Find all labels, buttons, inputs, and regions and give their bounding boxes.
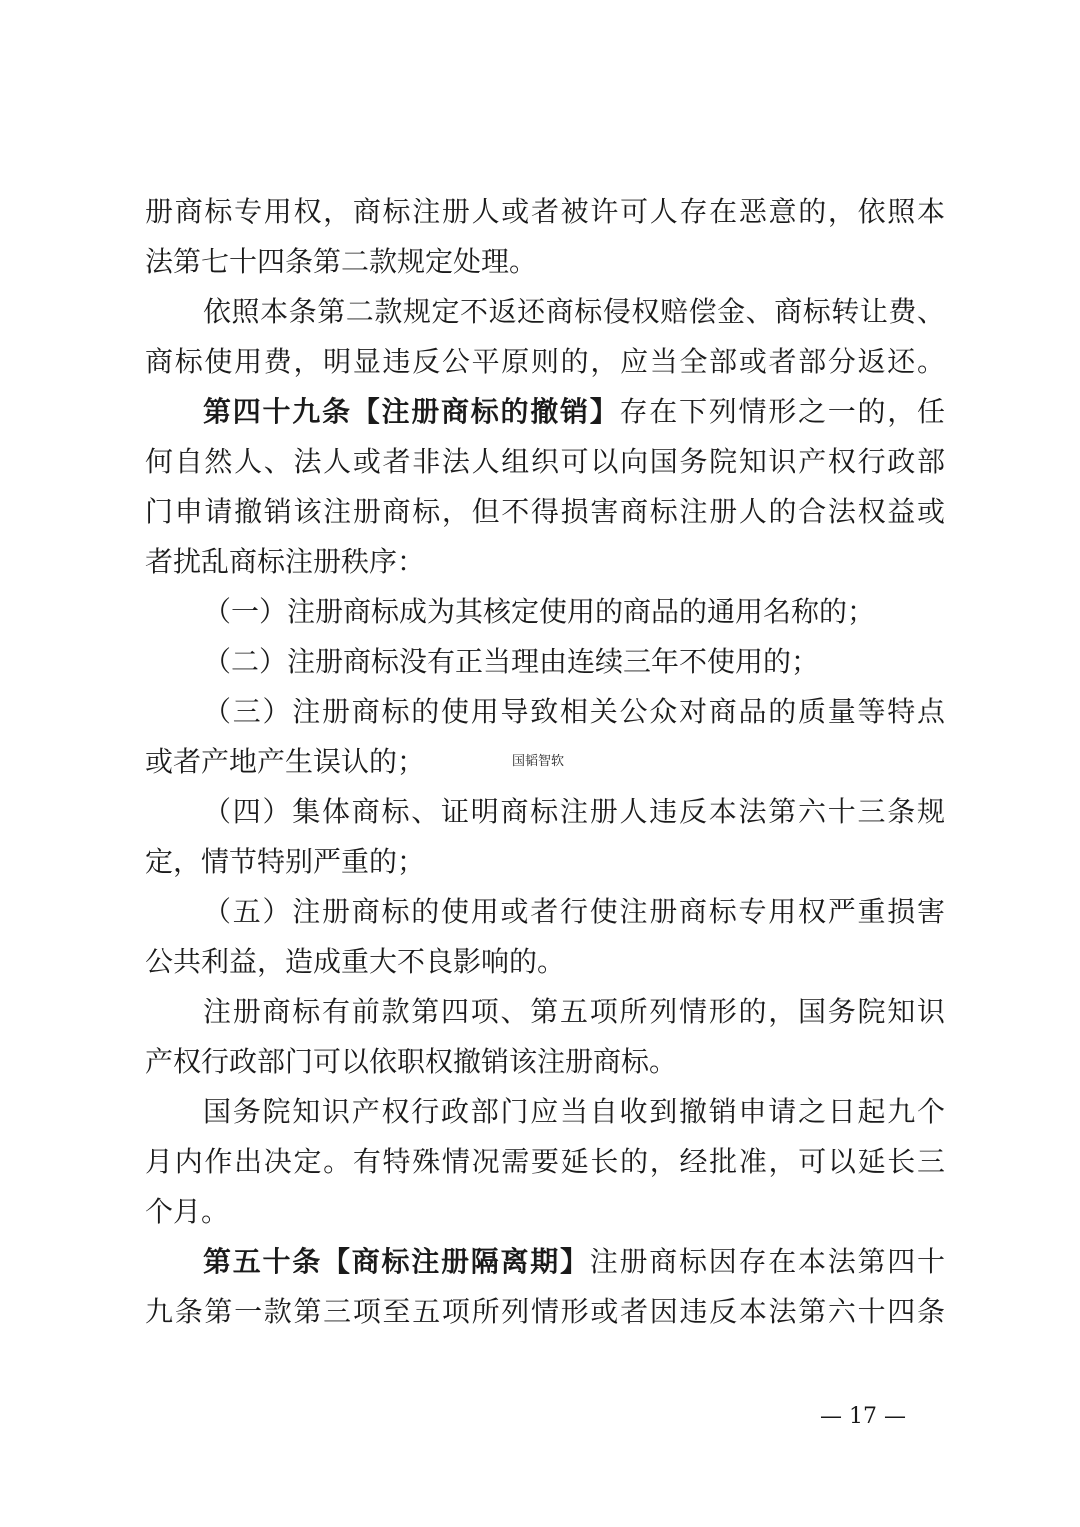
text-line: 或者产地产生误认的；	[145, 745, 426, 778]
text-line: 产权行政部门可以依职权撤销该注册商标。	[145, 1045, 678, 1078]
article-49-first-line	[203, 392, 945, 432]
text-line: 九条第一款第三项至五项所列情形或者因违反本法第六十四条	[145, 1295, 945, 1328]
text-line: 国务院知识产权行政部门应当自收到撤销申请之日起九个	[203, 1095, 945, 1128]
text-line: 门申请撤销该注册商标，但不得损害商标注册人的合法权益或	[145, 495, 945, 528]
list-item-4: （四）集体商标、证明商标注册人违反本法第六十三条规	[203, 795, 945, 828]
text-line: 公共利益，造成重大不良影响的。	[145, 945, 566, 978]
text-line: 月内作出决定。有特殊情况需要延长的，经批准，可以延长三	[145, 1145, 945, 1178]
text-line: 何自然人、法人或者非法人组织可以向国务院知识产权行政部	[145, 445, 945, 478]
article-49-heading: 第四十九条【注册商标的撤销】	[203, 395, 620, 428]
list-item-5: （五）注册商标的使用或者行使注册商标专用权严重损害	[203, 895, 945, 928]
page-number: — 17 —	[820, 1404, 906, 1429]
text-span: 存在下列情形之一的，任	[619, 395, 945, 428]
list-item-3: （三）注册商标的使用导致相关公众对商品的质量等特点	[203, 695, 945, 728]
list-item-2: （二）注册商标没有正当理由连续三年不使用的；	[203, 645, 820, 678]
text-line: 法第七十四条第二款规定处理。	[145, 245, 538, 278]
text-line: 册商标专用权，商标注册人或者被许可人存在恶意的，依照本	[145, 195, 945, 228]
text-line: 依照本条第二款规定不返还商标侵权赔偿金、商标转让费、	[203, 295, 945, 328]
text-line: 商标使用费，明显违反公平原则的，应当全部或者部分返还。	[145, 345, 945, 378]
article-50-heading: 第五十条【商标注册隔离期】	[203, 1245, 590, 1278]
text-line: 者扰乱商标注册秩序：	[145, 545, 426, 578]
text-line: 个月。	[145, 1195, 230, 1228]
list-item-1: （一）注册商标成为其核定使用的商品的通用名称的；	[203, 595, 876, 628]
article-50-first-line	[203, 1242, 945, 1282]
text-line: 定，情节特别严重的；	[145, 845, 426, 878]
text-line: 注册商标有前款第四项、第五项所列情形的，国务院知识	[203, 995, 945, 1028]
watermark: 国韬智软	[512, 754, 565, 769]
text-span: 注册商标因存在本法第四十	[589, 1245, 945, 1278]
